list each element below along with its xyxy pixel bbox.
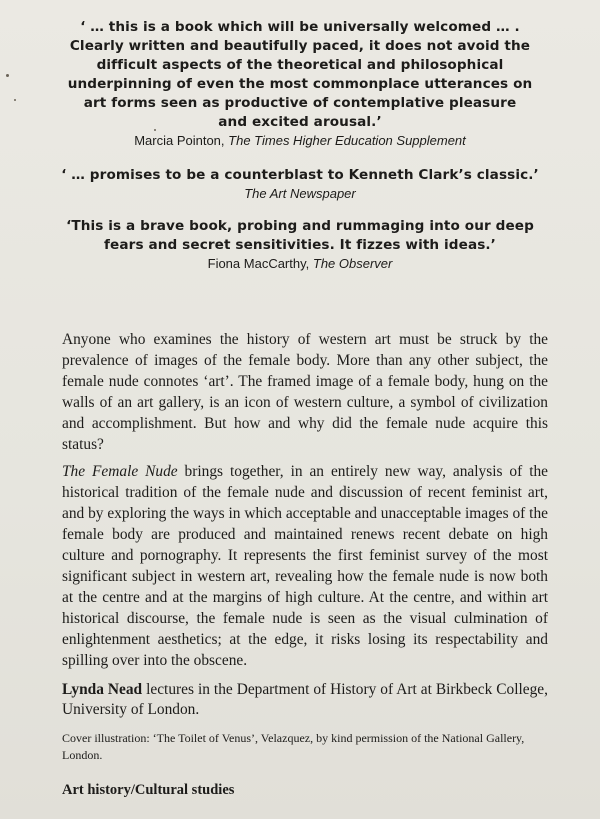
blurb-paragraph-intro: Anyone who examines the history of western art must be struck by the prevalence of images of the female body. More than any other subject, the female nude connotes ‘art’. The framed image of a female body, hung on the walls of an art gallery, is an icon of western culture, a symbol of civilization and accomplishment. But how and why did the female nude acquire this status?	[62, 331, 548, 453]
review-art-newspaper	[50, 166, 550, 203]
author-bio: Lynda Nead lectures in the Department of History of Art at Birkbeck College, University of London.	[62, 680, 548, 719]
review-publication: The Art Newspaper	[244, 186, 356, 201]
review-source	[50, 132, 550, 150]
subject-category: Art history/Cultural studies	[62, 782, 235, 799]
review-publication: The Times Higher Education Supplement	[228, 133, 466, 148]
blurb-paragraph-description: The Female Nude brings together, in an entirely new way, analysis of the historical tradition of the female nude and discussion of recent feminist art, and by exploring the ways in which acceptable and unacceptable images of the female body are produced and maintained renews recent debate on high culture and pornography. It represents the first feminist survey of the most significant subject in western art, revealing how the female nude is now both at the centre and at the margins of high culture. At the centre, and within art historical discourse, the female nude is seen as the visual culmination of enlightenment aesthetics; at the edge, it risks losing its respectability and spilling over into the obscene.	[62, 463, 548, 669]
review-author: Marcia Pointon,	[134, 133, 225, 148]
review-quote: ‘This is a brave book, probing and rummaging into our deep fears and secret sensitivities. It fizzes with ideas.’	[66, 218, 534, 253]
paper-speck	[14, 99, 16, 101]
review-quotes	[50, 12, 550, 273]
review-quote: ‘ … this is a book which will be universally welcomed … . Clearly written and beautifully paced, it does not avoid the difficult aspects of the theoretical and philosophical underpinning of even the most commonplace utterances on art forms seen as productive of contemplative pleasure and excited arousal.’	[67, 19, 533, 130]
review-source	[50, 185, 550, 203]
blurb	[62, 330, 548, 801]
paper-speck	[6, 74, 9, 77]
review-source	[50, 255, 550, 273]
review-publication: The Observer	[312, 256, 393, 271]
author-name: Lynda Nead	[62, 680, 143, 698]
book-title: The Female Nude	[62, 463, 178, 481]
review-maccarthy	[50, 217, 550, 273]
review-quote: ‘ … promises to be a counterblast to Kenneth Clark’s classic.’	[61, 167, 539, 183]
review-pointon	[50, 18, 550, 150]
review-author: Fiona MacCarthy,	[207, 256, 310, 271]
cover-credit: Cover illustration: ‘The Toilet of Venus’, Velazquez, by kind permission of the National Gallery, London.	[62, 731, 525, 763]
